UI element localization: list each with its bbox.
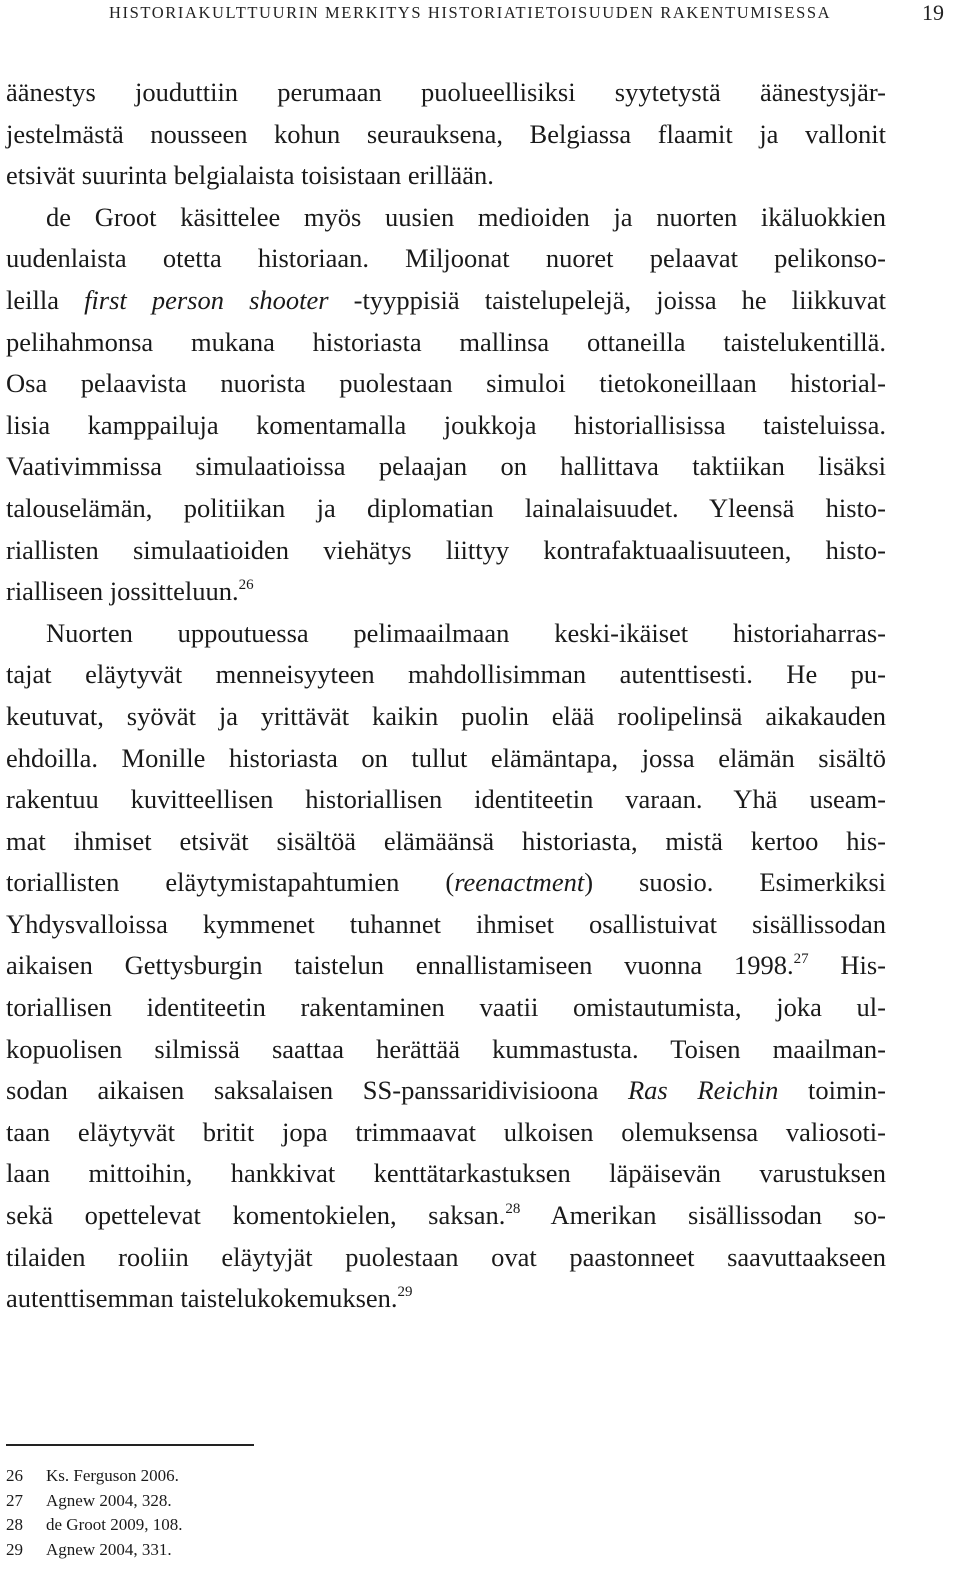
text-line (6, 1195, 886, 1237)
footnote-reference: 26 (238, 577, 254, 594)
footnote-reference: 27 (793, 951, 809, 968)
footnote-reference: 29 (397, 1284, 413, 1301)
footnote-number: 29 (6, 1540, 23, 1560)
footnote-text: Agnew 2004, 328. (46, 1490, 172, 1510)
text-line: toriallisen identiteetin rakentaminen vaatii omistautumista, joka ul- (6, 992, 886, 1023)
text-segment: autenttisemman taistelukokemuksen. (6, 1283, 398, 1314)
text-line: Osa pelaavista nuorista puolestaan simuloi tietokoneillaan historial- (6, 368, 886, 399)
text-segment: rialliseen jossitteluun. (6, 576, 239, 607)
italic-term: first person shooter (84, 284, 329, 315)
paragraph (6, 72, 886, 197)
text-segment: His- (808, 950, 886, 981)
text-line (6, 280, 886, 322)
text-line: Nuorten uppoutuessa pelimaailmaan keski-ikäiset historiaharras- (46, 617, 886, 648)
text-line: mat ihmiset etsivät sisältöä elämäänsä historiasta, mistä kertoo his- (6, 825, 886, 856)
text-line: tilaiden rooliin eläytyjät puolestaan ovat paastonneet saavuttaakseen (6, 1241, 886, 1272)
text-line (6, 1070, 886, 1112)
running-head: HISTORIAKULTTUURIN MERKITYS HISTORIATIETOISUUDEN RAKENTUMISESSA (109, 3, 832, 22)
text-line: uudenlaista otetta historiaan. Miljoonat nuoret pelaavat pelikonso- (6, 243, 886, 274)
text-segment: sekä opettelevat komentokielen, saksan. (6, 1200, 506, 1231)
body-text (6, 72, 886, 1320)
text-segment: toimin- (778, 1075, 886, 1106)
text-segment: sodan aikaisen saksalaisen SS-panssaridivisioona (6, 1075, 628, 1106)
footnote (6, 1513, 182, 1538)
text-line: taan eläytyvät britit jopa trimmaavat ulkoisen olemuksensa valiosoti- (6, 1116, 886, 1147)
text-line: de Groot käsittelee myös uusien medioiden ja nuorten ikäluokkien (46, 201, 886, 232)
text-line: keutuvat, syövät ja yrittävät kaikin puolin elää roolipelinsä aikakauden (6, 700, 886, 731)
text-line (6, 571, 886, 613)
text-line: äänestys jouduttiin perumaan puolueellisiksi syytetystä äänestysjär- (6, 77, 886, 107)
italic-term: Ras Reichin (627, 1075, 779, 1106)
text-line: Vaativimmissa simulaatioissa pelaajan on hallittava taktiikan lisäksi (6, 451, 886, 482)
footnote-divider (6, 1444, 254, 1446)
footnote-number: 27 (6, 1490, 23, 1510)
footnote (6, 1489, 182, 1514)
text-line: Yhdysvalloissa kymmenet tuhannet ihmiset osallistuivat sisällissodan (6, 908, 886, 939)
text-segment: aikaisen Gettysburgin taistelun ennallistamiseen vuonna 1998. (6, 950, 794, 981)
text-line: laan mittoihin, hankkivat kenttätarkastuksen läpäisevän varustuksen (6, 1158, 886, 1189)
footnote-text: Ks. Ferguson 2006. (46, 1466, 179, 1485)
text-line (6, 1278, 886, 1320)
page-number: 19 (922, 0, 944, 25)
text-line: pelihahmonsa mukana historiasta mallinsa ottaneilla taistelukentillä. (6, 326, 886, 357)
footnote-reference: 28 (505, 1201, 521, 1218)
text-segment: leilla (6, 284, 85, 315)
text-line: lisia kamppailuja komentamalla joukkoja historiallisissa taisteluissa. (6, 409, 886, 440)
page-header (0, 0, 960, 26)
text-line: rakentuu kuvitteellisen historiallisen identiteetin varaan. Yhä useam- (6, 784, 886, 815)
footnote (6, 1464, 182, 1489)
footnote-number: 28 (6, 1515, 23, 1535)
text-segment: Amerikan sisällissodan so- (520, 1200, 886, 1231)
text-line: ehdoilla. Monille historiasta on tullut elämäntapa, jossa elämän sisältö (6, 742, 886, 773)
text-segment: toriallisten eläytymistapahtumien ( (6, 867, 455, 898)
footnotes (6, 1464, 182, 1563)
footnote-text: Agnew 2004, 331. (46, 1540, 172, 1560)
text-line (6, 945, 886, 987)
text-segment: ) suosio. Esimerkiksi (584, 867, 886, 898)
text-line (6, 862, 886, 904)
text-line: kopuolisen silmissä saattaa herättää kummastusta. Toisen maailman- (6, 1033, 886, 1064)
text-line: talouselämän, politiikan ja diplomatian lainalaisuudet. Yleensä histo- (6, 492, 886, 523)
text-line: riallisten simulaatioiden viehätys liittyy kontrafaktuaalisuuteen, histo- (6, 534, 886, 565)
paragraph (6, 197, 886, 613)
footnote-number: 26 (6, 1466, 23, 1485)
text-line: etsivät suurinta belgialaista toisistaan erillään. (6, 160, 494, 191)
text-segment: -tyyppisiä taistelupelejä, joissa he liikkuvat (328, 284, 886, 315)
text-line: tajat eläytyvät menneisyyteen mahdollisimman autenttisesti. He pu- (6, 659, 886, 690)
italic-term: reenactment (454, 867, 585, 898)
footnote-text: de Groot 2009, 108. (46, 1515, 183, 1535)
paragraph (6, 613, 886, 1320)
text-line: jestelmästä nousseen kohun seurauksena, Belgiassa flaamit ja vallonit (6, 118, 886, 149)
footnote (6, 1538, 182, 1563)
